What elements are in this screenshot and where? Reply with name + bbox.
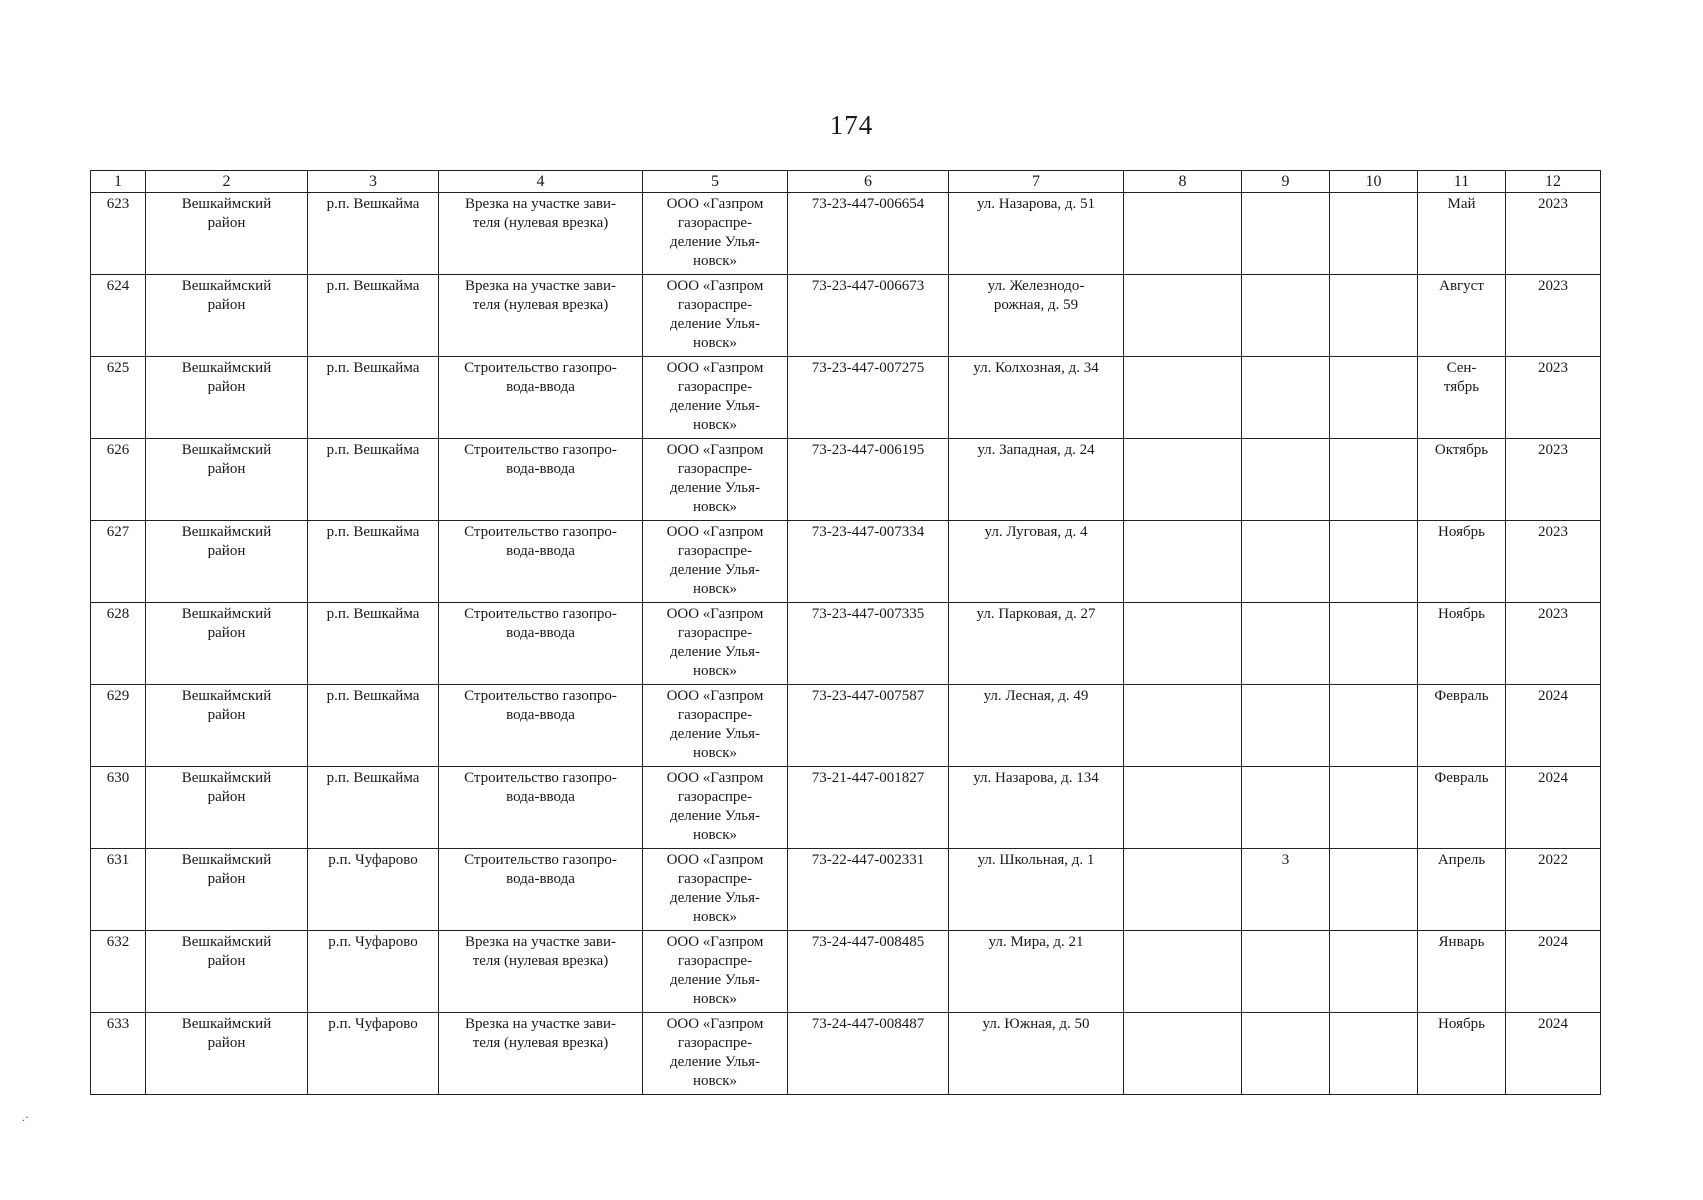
- table-row: [91, 357, 1601, 439]
- cell-text: 2023: [1538, 360, 1568, 376]
- cell-text: р.п. Вешкайма: [326, 442, 420, 458]
- table-cell: [439, 685, 643, 767]
- cell-text: ул. Южная, д. 50: [982, 1016, 1090, 1032]
- table-cell: [439, 439, 643, 521]
- table-cell: [146, 521, 308, 603]
- table-cell: [439, 357, 643, 439]
- table-cell: [1418, 1013, 1506, 1095]
- table-row: [91, 931, 1601, 1013]
- table-cell: [91, 521, 146, 603]
- table-cell: [1506, 357, 1601, 439]
- table-header: [91, 171, 1601, 193]
- table-row: [91, 439, 1601, 521]
- cell-text: р.п. Вешкайма: [326, 524, 420, 540]
- table-cell: [643, 275, 788, 357]
- table-cell: [643, 439, 788, 521]
- table-row: [91, 275, 1601, 357]
- table-cell: [1242, 1013, 1330, 1095]
- column-header: 7: [949, 171, 1124, 193]
- table-cell: [1330, 521, 1418, 603]
- cell-text: 73-23-447-007587: [811, 688, 925, 704]
- column-header: 3: [308, 171, 439, 193]
- table-cell: [1124, 931, 1242, 1013]
- cell-text: Строительство газопро- вода-ввода: [464, 442, 617, 477]
- table-cell: [308, 931, 439, 1013]
- table-cell: [1418, 521, 1506, 603]
- table-cell: [1242, 849, 1330, 931]
- table-cell: [643, 849, 788, 931]
- cell-text: 73-23-447-007335: [811, 606, 925, 622]
- cell-text: ул. Назарова, д. 134: [973, 770, 1099, 786]
- table-cell: [91, 767, 146, 849]
- cell-text: Вешкаймский район: [181, 278, 272, 313]
- table-cell: [439, 849, 643, 931]
- table-row: [91, 767, 1601, 849]
- cell-text: Строительство газопро- вода-ввода: [464, 770, 617, 805]
- table-cell: [788, 193, 949, 275]
- table-cell: [1506, 193, 1601, 275]
- table-cell: [949, 931, 1124, 1013]
- table-cell: [1418, 357, 1506, 439]
- cell-text: Май: [1447, 196, 1476, 212]
- table-body: [91, 193, 1601, 1095]
- cell-text: р.п. Вешкайма: [326, 196, 420, 212]
- cell-text: 2023: [1538, 196, 1568, 212]
- table-cell: [146, 767, 308, 849]
- table-row: [91, 849, 1601, 931]
- table-cell: [1506, 931, 1601, 1013]
- table-cell: [1418, 685, 1506, 767]
- table-cell: [1418, 193, 1506, 275]
- table-cell: [949, 357, 1124, 439]
- table-cell: [949, 849, 1124, 931]
- cell-text: 2023: [1538, 524, 1568, 540]
- table-cell: [788, 439, 949, 521]
- cell-text: р.п. Вешкайма: [326, 278, 420, 294]
- cell-text: 628: [106, 606, 130, 622]
- table-cell: [1330, 767, 1418, 849]
- table-cell: [91, 849, 146, 931]
- cell-text: р.п. Вешкайма: [326, 688, 420, 704]
- cell-text: ООО «Газпром газораспре- деление Улья- новск»: [666, 524, 764, 597]
- cell-text: 73-21-447-001827: [811, 770, 925, 786]
- cell-text: 73-23-447-007334: [811, 524, 925, 540]
- gas-connection-table: [90, 170, 1601, 1095]
- table-cell: [1330, 849, 1418, 931]
- table-cell: [1330, 931, 1418, 1013]
- cell-text: 631: [106, 852, 130, 868]
- table-cell: [1124, 521, 1242, 603]
- table-cell: [1242, 767, 1330, 849]
- table-cell: [1124, 439, 1242, 521]
- table-cell: [1506, 767, 1601, 849]
- cell-text: ул. Железнодо- рожная, д. 59: [987, 278, 1085, 313]
- table-cell: [91, 193, 146, 275]
- cell-text: ул. Колхозная, д. 34: [973, 360, 1099, 376]
- table-cell: [1506, 603, 1601, 685]
- table-cell: [1330, 439, 1418, 521]
- table-cell: [1418, 439, 1506, 521]
- table-cell: [643, 193, 788, 275]
- cell-text: Сен- тябрь: [1443, 360, 1480, 395]
- column-header: 11: [1418, 171, 1506, 193]
- table-cell: [1418, 931, 1506, 1013]
- cell-text: ул. Назарова, д. 51: [976, 196, 1096, 212]
- cell-text: Ноябрь: [1438, 524, 1485, 540]
- cell-text: ул. Парковая, д. 27: [976, 606, 1096, 622]
- cell-text: р.п. Чуфарово: [328, 934, 418, 950]
- cell-text: 2024: [1538, 934, 1568, 950]
- table-cell: [91, 357, 146, 439]
- table-cell: [1506, 275, 1601, 357]
- table-cell: [1124, 193, 1242, 275]
- table-cell: [439, 193, 643, 275]
- table-cell: [1506, 521, 1601, 603]
- table-cell: [91, 603, 146, 685]
- cell-text: 630: [106, 770, 130, 786]
- table-cell: [146, 439, 308, 521]
- table-cell: [1242, 931, 1330, 1013]
- table-cell: [308, 439, 439, 521]
- table-cell: [439, 767, 643, 849]
- table-cell: [1330, 603, 1418, 685]
- table-cell: [1242, 685, 1330, 767]
- table-cell: [788, 931, 949, 1013]
- cell-text: 623: [106, 196, 130, 212]
- table-cell: [1242, 439, 1330, 521]
- column-header: 5: [643, 171, 788, 193]
- cell-text: 73-23-447-007275: [811, 360, 925, 376]
- table-cell: [91, 1013, 146, 1095]
- table-cell: [788, 767, 949, 849]
- table-cell: [1506, 439, 1601, 521]
- table-cell: [1124, 1013, 1242, 1095]
- cell-text: Вешкаймский район: [181, 360, 272, 395]
- cell-text: 73-23-447-006195: [811, 442, 925, 458]
- cell-text: Строительство газопро- вода-ввода: [464, 852, 617, 887]
- cell-text: ООО «Газпром газораспре- деление Улья- новск»: [666, 1016, 764, 1089]
- column-header: 6: [788, 171, 949, 193]
- table-cell: [1506, 849, 1601, 931]
- table-cell: [1124, 357, 1242, 439]
- cell-text: 2024: [1538, 770, 1568, 786]
- cell-text: ул. Школьная, д. 1: [977, 852, 1095, 868]
- cell-text: Врезка на участке зави- теля (нулевая врезка): [464, 934, 617, 969]
- cell-text: ООО «Газпром газораспре- деление Улья- новск»: [666, 278, 764, 351]
- table-cell: [949, 439, 1124, 521]
- table-cell: [643, 685, 788, 767]
- column-header: 8: [1124, 171, 1242, 193]
- cell-text: ул. Луговая, д. 4: [984, 524, 1088, 540]
- table-cell: [146, 603, 308, 685]
- cell-text: 2024: [1538, 1016, 1568, 1032]
- table-cell: [1418, 767, 1506, 849]
- cell-text: 73-24-447-008487: [811, 1016, 925, 1032]
- cell-text: 632: [106, 934, 130, 950]
- table-cell: [1124, 767, 1242, 849]
- table-cell: [308, 521, 439, 603]
- cell-text: Строительство газопро- вода-ввода: [464, 606, 617, 641]
- table-cell: [1124, 275, 1242, 357]
- cell-text: 626: [106, 442, 130, 458]
- table-cell: [1330, 193, 1418, 275]
- table-cell: [788, 849, 949, 931]
- column-header: 12: [1506, 171, 1601, 193]
- table-cell: [439, 603, 643, 685]
- table-cell: [308, 603, 439, 685]
- column-header: 10: [1330, 171, 1418, 193]
- table-row: [91, 521, 1601, 603]
- cell-text: Вешкаймский район: [181, 934, 272, 969]
- cell-text: р.п. Вешкайма: [326, 770, 420, 786]
- cell-text: 2023: [1538, 278, 1568, 294]
- table-cell: [308, 193, 439, 275]
- column-header: 2: [146, 171, 308, 193]
- column-header: 9: [1242, 171, 1330, 193]
- cell-text: Врезка на участке зави- теля (нулевая врезка): [464, 278, 617, 313]
- cell-text: 629: [106, 688, 130, 704]
- table-cell: [788, 521, 949, 603]
- column-header: 4: [439, 171, 643, 193]
- table-cell: [1330, 685, 1418, 767]
- cell-text: 2023: [1538, 442, 1568, 458]
- cell-text: Январь: [1438, 934, 1485, 950]
- cell-text: р.п. Чуфарово: [328, 852, 418, 868]
- cell-text: Октябрь: [1434, 442, 1489, 458]
- cell-text: Ноябрь: [1438, 606, 1485, 622]
- cell-text: р.п. Вешкайма: [326, 606, 420, 622]
- table-cell: [308, 275, 439, 357]
- cell-text: Вешкаймский район: [181, 1016, 272, 1051]
- header-row: [91, 171, 1601, 193]
- cell-text: ул. Мира, д. 21: [988, 934, 1084, 950]
- table-cell: [949, 685, 1124, 767]
- table-cell: [788, 603, 949, 685]
- table-cell: [788, 685, 949, 767]
- table-cell: [308, 685, 439, 767]
- cell-text: Ноябрь: [1438, 1016, 1485, 1032]
- table-cell: [1330, 275, 1418, 357]
- cell-text: 3: [1281, 852, 1290, 868]
- table-cell: [788, 275, 949, 357]
- cell-text: ООО «Газпром газораспре- деление Улья- новск»: [666, 196, 764, 269]
- table-cell: [1330, 1013, 1418, 1095]
- cell-text: Врезка на участке зави- теля (нулевая врезка): [464, 196, 617, 231]
- table-cell: [788, 1013, 949, 1095]
- cell-text: Вешкаймский район: [181, 442, 272, 477]
- table-cell: [1242, 521, 1330, 603]
- table-row: [91, 193, 1601, 275]
- table-cell: [1418, 849, 1506, 931]
- table-cell: [439, 1013, 643, 1095]
- table-row: [91, 1013, 1601, 1095]
- table-cell: [439, 931, 643, 1013]
- table-cell: [1418, 603, 1506, 685]
- table-cell: [949, 275, 1124, 357]
- cell-text: Апрель: [1437, 852, 1486, 868]
- table-cell: [1418, 275, 1506, 357]
- cell-text: 73-22-447-002331: [811, 852, 925, 868]
- cell-text: Февраль: [1434, 688, 1489, 704]
- table-cell: [308, 849, 439, 931]
- cell-text: ООО «Газпром газораспре- деление Улья- новск»: [666, 360, 764, 433]
- table-cell: [643, 521, 788, 603]
- table-cell: [308, 767, 439, 849]
- cell-text: 627: [106, 524, 130, 540]
- page-number: 174: [829, 110, 874, 140]
- cell-text: Строительство газопро- вода-ввода: [464, 524, 617, 559]
- table-cell: [146, 931, 308, 1013]
- table-cell: [146, 685, 308, 767]
- cell-text: Строительство газопро- вода-ввода: [464, 360, 617, 395]
- cell-text: 73-24-447-008485: [811, 934, 925, 950]
- cell-text: ООО «Газпром газораспре- деление Улья- новск»: [666, 852, 764, 925]
- table-cell: [146, 849, 308, 931]
- cell-text: р.п. Чуфарово: [328, 1016, 418, 1032]
- table-cell: [91, 439, 146, 521]
- table-cell: [146, 193, 308, 275]
- table-cell: [308, 1013, 439, 1095]
- cell-text: Вешкаймский район: [181, 524, 272, 559]
- cell-text: ул. Лесная, д. 49: [983, 688, 1089, 704]
- scan-mark: .·: [22, 1110, 29, 1124]
- table-cell: [643, 931, 788, 1013]
- table-cell: [308, 357, 439, 439]
- cell-text: ООО «Газпром газораспре- деление Улья- новск»: [666, 770, 764, 843]
- cell-text: Вешкаймский район: [181, 606, 272, 641]
- table-cell: [1242, 275, 1330, 357]
- table-cell: [949, 603, 1124, 685]
- cell-text: 73-23-447-006654: [811, 196, 925, 212]
- cell-text: р.п. Вешкайма: [326, 360, 420, 376]
- cell-text: 625: [106, 360, 130, 376]
- table-cell: [788, 357, 949, 439]
- table-cell: [146, 1013, 308, 1095]
- cell-text: Строительство газопро- вода-ввода: [464, 688, 617, 723]
- table-cell: [643, 357, 788, 439]
- table-cell: [91, 931, 146, 1013]
- cell-text: ООО «Газпром газораспре- деление Улья- новск»: [666, 934, 764, 1007]
- cell-text: 2023: [1538, 606, 1568, 622]
- table-cell: [146, 275, 308, 357]
- cell-text: Август: [1439, 278, 1484, 294]
- cell-text: ООО «Газпром газораспре- деление Улья- новск»: [666, 442, 764, 515]
- table-cell: [949, 521, 1124, 603]
- cell-text: 2022: [1538, 852, 1568, 868]
- table-cell: [1330, 357, 1418, 439]
- table-cell: [949, 193, 1124, 275]
- table-cell: [643, 767, 788, 849]
- table-cell: [1124, 849, 1242, 931]
- cell-text: Вешкаймский район: [181, 196, 272, 231]
- table-row: [91, 603, 1601, 685]
- table-cell: [439, 275, 643, 357]
- cell-text: Вешкаймский район: [181, 770, 272, 805]
- table-cell: [439, 521, 643, 603]
- table-cell: [91, 275, 146, 357]
- table-cell: [1506, 685, 1601, 767]
- cell-text: ООО «Газпром газораспре- деление Улья- новск»: [666, 688, 764, 761]
- table-cell: [146, 357, 308, 439]
- table-cell: [1124, 685, 1242, 767]
- table-row: [91, 685, 1601, 767]
- table-cell: [1242, 357, 1330, 439]
- table-cell: [949, 1013, 1124, 1095]
- table-cell: [643, 603, 788, 685]
- column-header: 1: [91, 171, 146, 193]
- cell-text: 73-23-447-006673: [811, 278, 925, 294]
- table-cell: [1124, 603, 1242, 685]
- table-cell: [949, 767, 1124, 849]
- cell-text: 624: [106, 278, 130, 294]
- cell-text: Вешкаймский район: [181, 688, 272, 723]
- cell-text: Февраль: [1434, 770, 1489, 786]
- table-cell: [91, 685, 146, 767]
- cell-text: 633: [106, 1016, 130, 1032]
- cell-text: ООО «Газпром газораспре- деление Улья- новск»: [666, 606, 764, 679]
- cell-text: ул. Западная, д. 24: [977, 442, 1095, 458]
- cell-text: Вешкаймский район: [181, 852, 272, 887]
- cell-text: 2024: [1538, 688, 1568, 704]
- table-cell: [1242, 193, 1330, 275]
- table-cell: [643, 1013, 788, 1095]
- table-cell: [1242, 603, 1330, 685]
- cell-text: Врезка на участке зави- теля (нулевая врезка): [464, 1016, 617, 1051]
- table-cell: [1506, 1013, 1601, 1095]
